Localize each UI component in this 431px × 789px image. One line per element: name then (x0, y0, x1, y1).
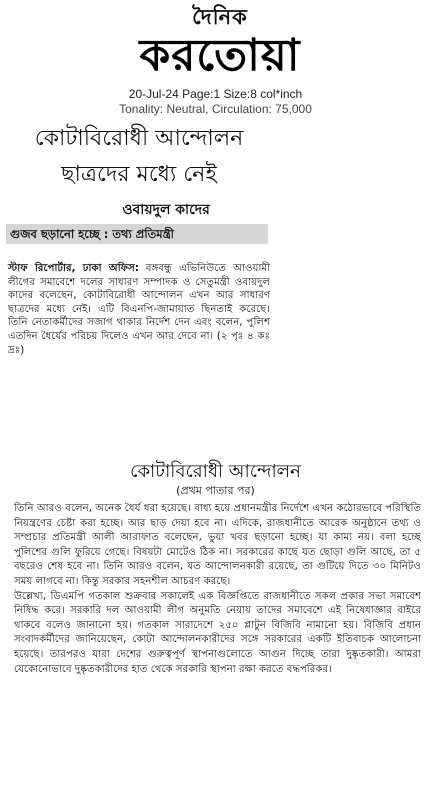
article-quote-source: ওবায়দুল কাদের (122, 202, 210, 218)
clipping-tonality: Tonality: Neutral, Circulation: 75,000 (119, 102, 312, 116)
masthead-small-title: দৈনিক (192, 5, 248, 29)
article-subheading: গুজব ছড়ানো হচ্ছে : তথ্য প্রতিমন্ত্রী (6, 224, 268, 244)
continuation-body (14, 502, 421, 677)
headline-line-2: ছাত্রদের মধ্যে নেই (61, 162, 217, 187)
article-jump-line: (২ পৃঃ ৪ কঃ দ্রঃ) (8, 330, 270, 356)
continued-from-label: (প্রথম পাতার পর) (176, 484, 255, 497)
continuation-paragraph-1: তিনি আরও বলেন, অনেক ধৈর্য ধরা হয়েছে। বাধ্য হয়ে প্রধানমন্ত্রীর নির্দেশে এখন কঠোরভাবে পরিস্থিতি নিয়ন্ত্রণের চেষ্টা করা হচ্ছে। আর ছাড় দেয়া হবে না। এদিকে, রাজধানীতে আরেক অনুষ্ঠানে তথ্য ও সম্প্রচার প্রতিমন্ত্রী আলী আরাফাত বলেছেন, ভুয়া খবর ছড়ানো হচ্ছে। যা কাম্য নয়। বলা হচ্ছে পুলিশের গুলি ফুরিয়ে গেছে। বিষয়টা মোটেও ঠিক না। সরকারের কাছে যত ছোড়া গুলি আছে, তা ৫ বছরেও শেষ হবে না। তিনি আরও বলেন, যত আন্দোলনকারী রয়েছে, তা গুটিয়ে দিতে ৩০ মিনিটও সময় লাগবে না। কিন্তু সরকার সহনশীল আচরণ করছে। (14, 503, 421, 587)
masthead (0, 0, 431, 86)
clipping-info: 20-Jul-24 Page:1 Size:8 col*inch (128, 87, 303, 101)
headline-line-1: কোটাবিরোধী আন্দোলন (34, 126, 244, 151)
article-dateline: স্টাফ রিপোর্টার, ঢাকা অফিস: (8, 263, 139, 274)
masthead-newspaper-name: করতোয়া (139, 30, 301, 81)
continuation-headline: কোটাবিরোধী আন্দোলন (130, 461, 301, 482)
front-page-article (6, 122, 274, 462)
article-body (8, 262, 270, 357)
article-headline (8, 124, 270, 190)
continuation-article (6, 458, 425, 789)
article-body-text: বঙ্গবন্ধু এভিনিউতে আওয়ামী লীগের সমাবেশে দলের সাধারণ সম্পাদক ও সেতুমন্ত্রী ওবায়দুল কাদের বলেছেন, কোটাবিরোধী আন্দোলন এখন আর সাধারণ ছাত্রদের মধ্যে নেই। এটি বিএনপি-জামায়াত ছিনতাই করেছে। তিনি নেতাকর্মীদের সজাগ থাকার নির্দেশ দেন এবং বলেন, পুলিশ এতদিন ধৈর্যের পরিচয় দিলেও এখন আর দেবে না। (8, 263, 270, 342)
continuation-paragraph-2: উল্লেখ্য, ডিএমপি গতকাল শুক্রবার সকালেই এক বিজ্ঞপ্তিতে রাজধানীতে সকল প্রকার সভা সমাবেশ নিষিদ্ধ করে। সরকারি দল আওয়ামী লীগ অনুমতি নেয়ায় তাদের সমাবেশে এই নিষেধাজ্ঞার বাইরে থাকবে বলেও জানানো হয়। গতকাল সারাদেশে ২৫০ প্লাটুন বিজিবি নামানো হয়। বিজিবি প্রধান সংবাদকর্মীদের জানিয়েছেন, কোটা আন্দোলনকারীদের সঙ্গে সরকারের একটি ইতিবাচক আলোচনা হয়েছে। তারপরও যারা দেশের গুরুত্বপূর্ণ স্থাপনাগুলোতে আগুন দিচ্ছে তারা দুষ্কৃতকারী। আমরা যেকোনোভাবে দুষ্কৃতকারীদের হাত থেকে সরকারি স্থাপনা রক্ষা করতে বদ্ধপরিকর। (14, 590, 421, 675)
